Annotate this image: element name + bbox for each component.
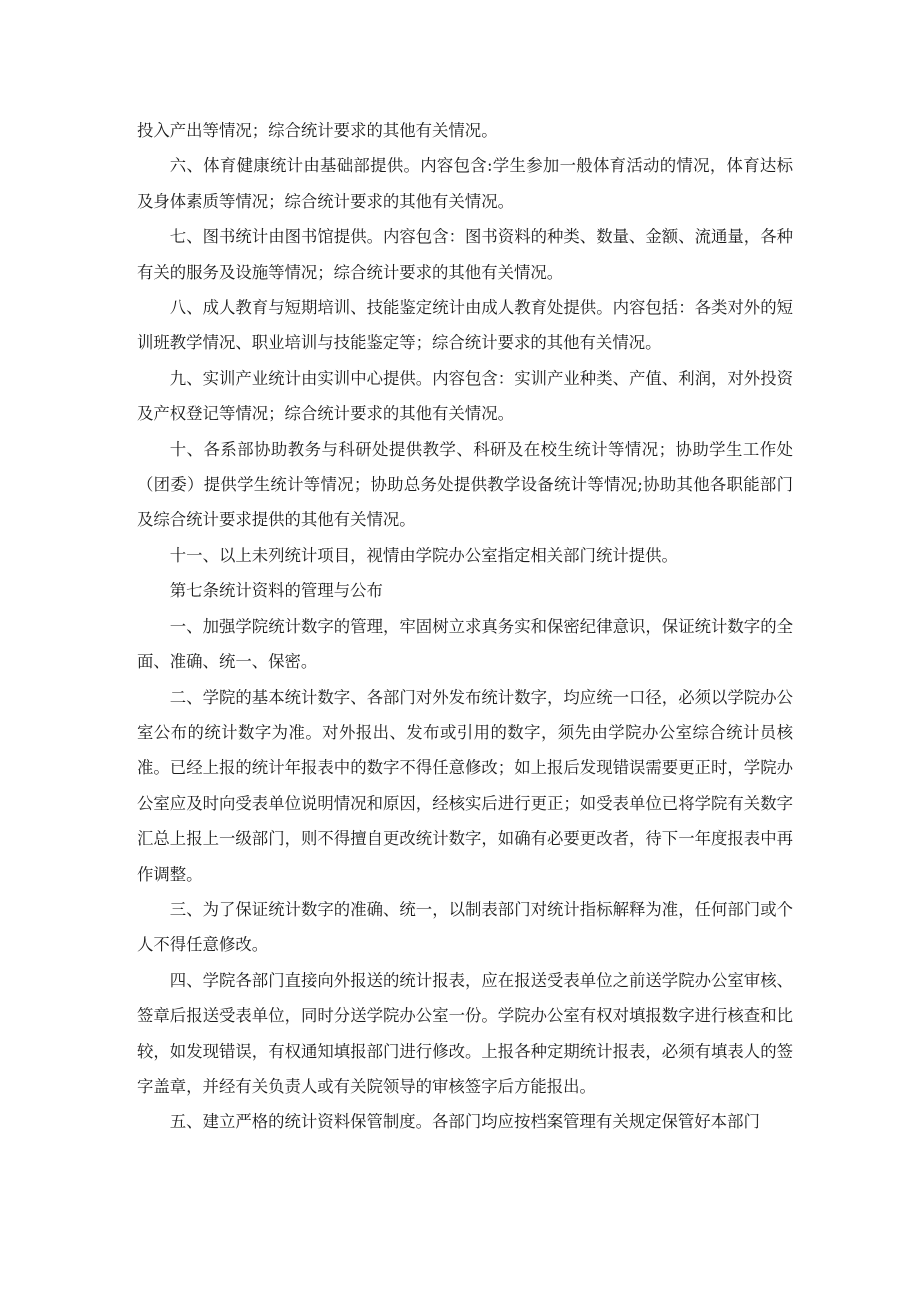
paragraph-article-7-item-4: 四、学院各部门直接向外报送的统计报表，应在报送受表单位之前送学院办公室审核、签章后报送受表单位，同时分送学院办公室一份。学院办公室有权对填报数字进行核查和比较，如发现错误，有权通知填报部门进行修改。上报各种定期统计报表，必须有填表人的签字盖章，并经有关负责人或有关院领导的审核签字后方能报出。 bbox=[137, 970, 793, 1096]
paragraph-item-11: 十一、以上未列统计项目，视情由学院办公室指定相关部门统计提供。 bbox=[169, 545, 678, 565]
paragraph-article-7-item-2: 二、学院的基本统计数字、各部门对外发布统计数字，均应统一口径，必须以学院办公室公布的统计数字为准。对外报出、发布或引用的数字，须先由学院办公室综合统计员核准。已经上报的统计年报表中的数字不得任意修改；如上报后发现错误需要更正时，学院办公室应及时向受表单位说明情况和原因，经核实后进行更正；如受表单位已将学院有关数字汇总上报上一级部门，则不得擅自更改统计数字，如确有必要更改者，待下一年度报表中再作调整。 bbox=[137, 687, 793, 884]
paragraph-item-9: 九、实训产业统计由实训中心提供。内容包含：实训产业种类、产值、利润，对外投资及产权登记等情况；综合统计要求的其他有关情况。 bbox=[137, 368, 793, 424]
paragraph-article-7-item-1: 一、加强学院统计数字的管理，牢固树立求真务实和保密纪律意识，保证统计数字的全面、准确、统一、保密。 bbox=[137, 616, 793, 672]
paragraph-article-7-item-3: 三、为了保证统计数字的准确、统一，以制表部门对统计指标解释为准，任何部门或个人不得任意修改。 bbox=[137, 899, 793, 955]
article-7-heading: 第七条统计资料的管理与公布 bbox=[169, 581, 383, 601]
paragraph-item-10: 十、各系部协助教务与科研处提供教学、科研及在校生统计等情况；协助学生工作处（团委）提供学生统计等情况；协助总务处提供教学设备统计等情况;协助其他各职能部门及综合统计要求提供的其他有关情况。 bbox=[137, 439, 793, 530]
paragraph-article-7-item-5: 五、建立严格的统计资料保管制度。各部门均应按档案管理有关规定保管好本部门 bbox=[169, 1112, 760, 1132]
paragraph-item-6: 六、体育健康统计由基础部提供。内容包含:学生参加一般体育活动的情况，体育达标及身体素质等情况；综合统计要求的其他有关情况。 bbox=[137, 156, 793, 211]
paragraph-item-8: 八、成人教育与短期培训、技能鉴定统计由成人教育处提供。内容包括：各类对外的短训班教学情况、职业培训与技能鉴定等；综合统计要求的其他有关情况。 bbox=[137, 298, 793, 353]
document-body bbox=[137, 113, 793, 1140]
paragraph-item-7: 七、图书统计由图书馆提供。内容包含：图书资料的种类、数量、金额、流通量，各种有关的服务及设施等情况；综合统计要求的其他有关情况。 bbox=[137, 227, 793, 282]
paragraph-continuation: 投入产出等情况；综合统计要求的其他有关情况。 bbox=[137, 121, 498, 140]
